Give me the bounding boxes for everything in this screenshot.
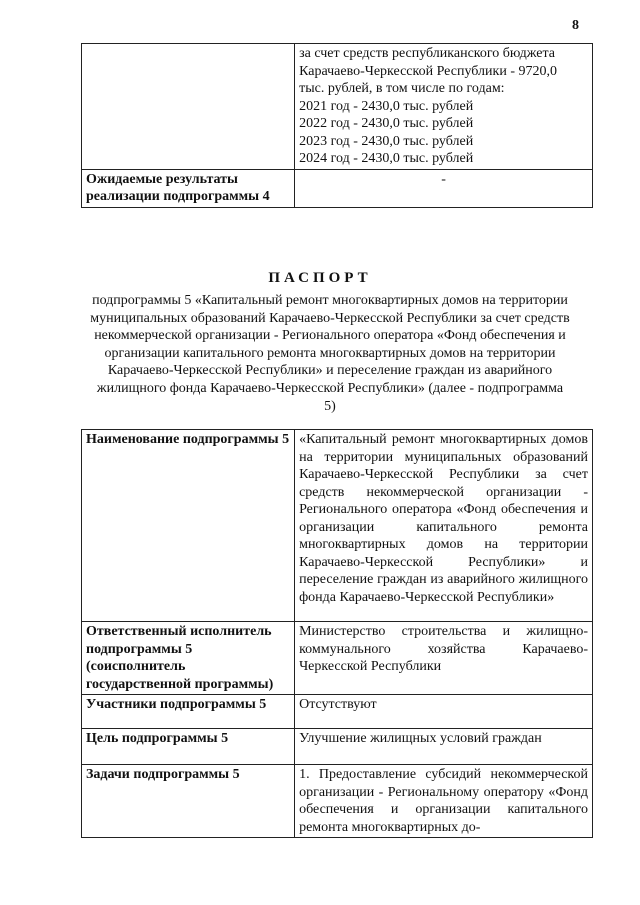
row-label: Задачи подпрограммы 5: [82, 765, 295, 838]
row-label: Ответственный исполнитель подпрограммы 5 (соисполнитель государственной программы): [82, 622, 295, 695]
table-row: [82, 169, 593, 207]
row-value: 1. Предоставление субсидий некоммерческой организации - Региональному оператору «Фонд обеспечения и организации капитального ремонта многоквартирных до-: [295, 765, 593, 838]
funding-line: 2024 год - 2430,0 тыс. рублей: [299, 151, 474, 166]
funding-table: [81, 43, 593, 208]
funding-line: Карачаево-Черкесской Республики - 9720,0: [299, 63, 557, 79]
empty-label-cell: [82, 44, 295, 170]
row-label: Наименование подпрограммы 5: [82, 430, 295, 622]
page-number: 8: [572, 18, 579, 33]
results-label: Ожидаемые результаты реализации подпрограммы 4: [82, 169, 295, 207]
row-value: Улучшение жилищных условий граждан: [295, 729, 593, 765]
passport-title: ПАСПОРТ: [268, 270, 372, 286]
row-value: «Капитальный ремонт многоквартирных домов на территории муниципальных образований Карачаево-Черкесской Республики за счет средств некоммерческой организации - Регионального оператора «Фонд обеспечения и организации капитального ремонта многоквартирных домов на территории Карачаево-Черкесской Республики» и переселение граждан из аварийного жилищного фонда Карачаево-Черкесской Республики»: [295, 430, 593, 622]
table-row: [82, 765, 593, 838]
table-row: [82, 44, 593, 170]
row-value: Отсутствуют: [295, 695, 593, 729]
funding-line: за счет средств республиканского бюджета: [299, 46, 555, 61]
results-value: -: [295, 169, 593, 207]
table-row: [82, 695, 593, 729]
passport-table: [81, 429, 593, 838]
funding-cell: [295, 44, 593, 170]
row-label: Цель подпрограммы 5: [82, 729, 295, 765]
passport-subtitle: подпрограммы 5 «Капитальный ремонт многоквартирных домов на территории муниципальных образований Карачаево-Черкесской Республики за счет средств некоммерческой организации - Регионального оператора «Фонд обеспечения и организации капитального ремонта многоквартирных домов на территории Карачаево-Черкесской Республики» и переселение граждан из аварийного жилищного фонда Карачаево-Черкесской Республики» (далее - подпрограмма 5): [90, 293, 570, 414]
funding-line: 2022 год - 2430,0 тыс. рублей: [299, 116, 474, 131]
funding-line: 2021 год - 2430,0 тыс. рублей: [299, 98, 474, 114]
table-row: [82, 622, 593, 695]
funding-line: 2023 год - 2430,0 тыс. рублей: [299, 133, 474, 149]
table-row: [82, 430, 593, 622]
row-label: Участники подпрограммы 5: [82, 695, 295, 729]
table-row: [82, 729, 593, 765]
row-value: Министерство строительства и жилищно-коммунального хозяйства Карачаево-Черкесской Республики: [295, 622, 593, 695]
funding-line: тыс. рублей, в том числе по годам:: [299, 81, 505, 96]
